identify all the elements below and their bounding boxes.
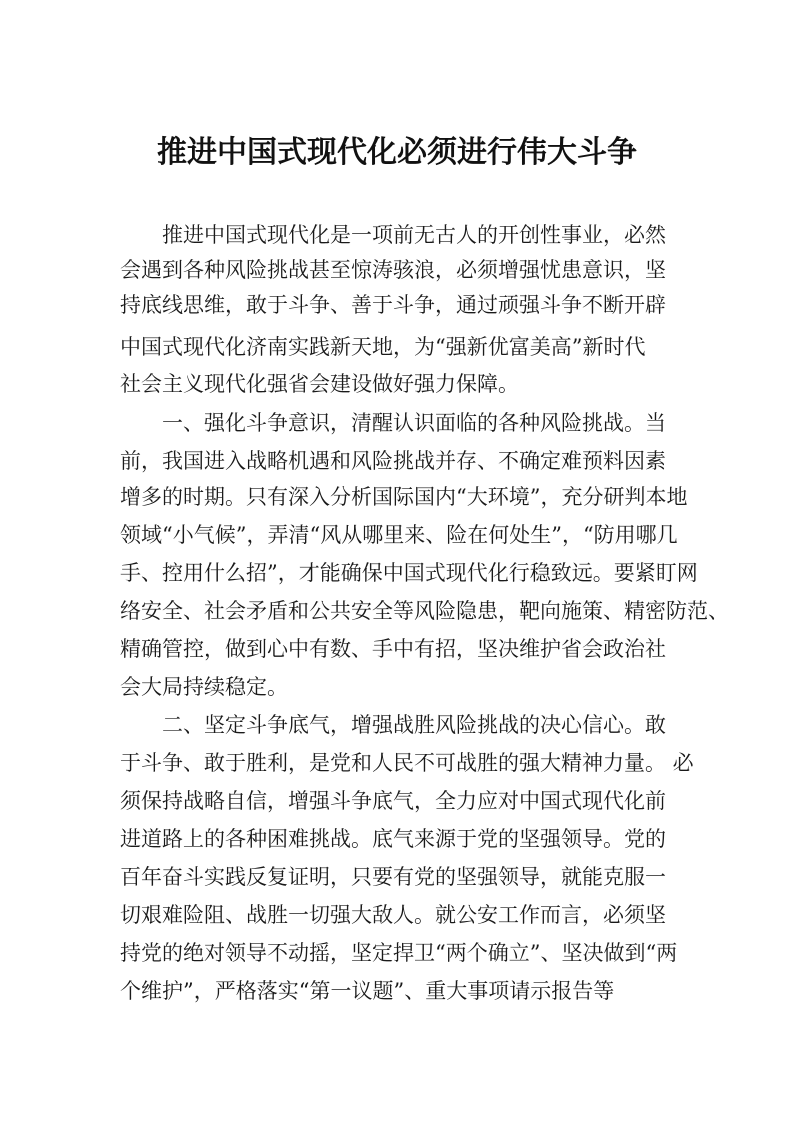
text-line: 会大局持续稳定。	[120, 675, 288, 699]
text-line: 增多的时期。只有深入分析国际国内“大环境”，充分研判本地	[120, 485, 688, 509]
text-line: 百年奋斗实践反复证明，只要有党的坚强领导，就能克服一	[120, 865, 666, 889]
text-line: 持党的绝对领导不动摇，坚定捍卫“两个确立”、坚决做到“两	[120, 941, 678, 965]
text-line: 二、坚定斗争底气，增强战胜风险挑战的决心信心。敢	[162, 713, 666, 737]
text-line: 中国式现代化济南实践新天地，为“强新优富美高”新时代	[120, 335, 646, 359]
text-line: 进道路上的各种困难挑战。底气来源于党的坚强领导。党的	[120, 827, 666, 851]
text-line: 社会主义现代化强省会建设做好强力保障。	[120, 372, 519, 396]
text-line: 络安全、社会矛盾和公共安全等风险隐患，靶向施策、精密防范、	[120, 599, 729, 623]
text-line: 推进中国式现代化是一项前无古人的开创性事业，必然	[162, 223, 666, 247]
text-line: 前，我国进入战略机遇和风险挑战并存、不确定难预料因素	[120, 449, 666, 473]
text-line: 个维护”，严格落实“第一议题”、重大事项请示报告等	[120, 979, 615, 1003]
text-line: 会遇到各种风险挑战甚至惊涛骇浪，必须增强忧患意识，坚	[120, 258, 666, 282]
text-line: 一、强化斗争意识，清醒认识面临的各种风险挑战。当	[162, 411, 666, 435]
document-title: 推进中国式现代化必须进行伟大斗争	[157, 135, 637, 170]
text-line: 持底线思维，敢于斗争、善于斗争，通过顽强斗争不断开辟	[120, 293, 666, 317]
text-line: 切艰难险阻、战胜一切强大敌人。就公安工作而言，必须坚	[120, 903, 666, 927]
text-line: 于斗争、敢于胜利，是党和人民不可战胜的强大精神力量。 必	[120, 751, 694, 775]
text-line: 领域“小气候”，弄清“风从哪里来、险在何处生”，“防用哪几	[120, 523, 678, 547]
text-line: 手、控用什么招”，才能确保中国式现代化行稳致远。要紧盯网	[120, 561, 698, 585]
text-line: 须保持战略自信，增强斗争底气，全力应对中国式现代化前	[120, 789, 666, 813]
text-line: 精确管控，做到心中有数、手中有招，坚决维护省会政治社	[120, 637, 666, 661]
